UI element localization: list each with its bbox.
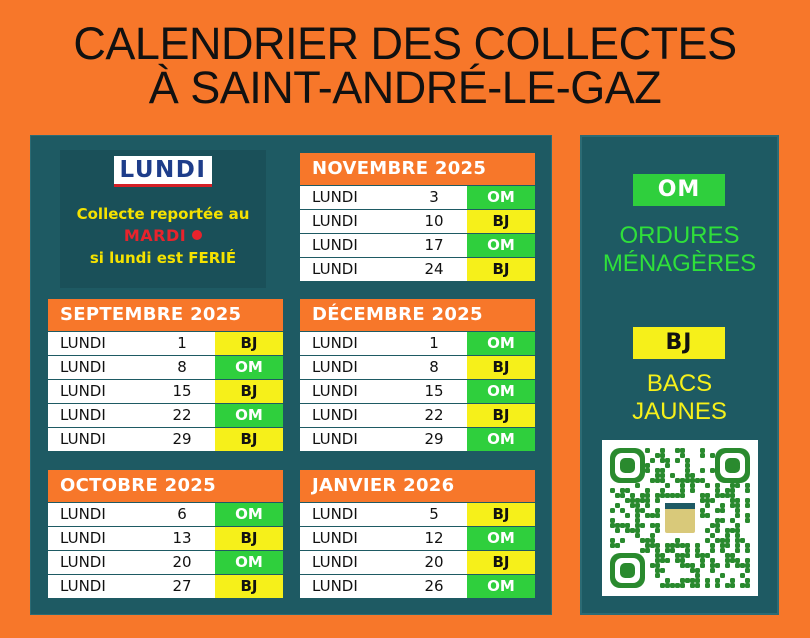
om-label — [580, 222, 779, 278]
row-date: 13 — [172, 529, 192, 547]
bj-tag: BJ — [215, 575, 283, 598]
row-date: 3 — [429, 188, 439, 206]
table-row — [300, 210, 535, 233]
om-badge: OM — [633, 174, 725, 206]
month-table-octobre — [48, 470, 283, 598]
table-row — [300, 503, 535, 526]
row-day: LUNDI — [60, 577, 106, 595]
row-date: 22 — [172, 406, 192, 424]
row-date: 29 — [424, 430, 444, 448]
table-row — [48, 356, 283, 379]
table-row — [300, 356, 535, 379]
row-day: LUNDI — [60, 382, 106, 400]
row-date: 15 — [172, 382, 192, 400]
bj-label-line-2: JAUNES — [632, 398, 727, 425]
row-date: 8 — [429, 358, 439, 376]
row-day: LUNDI — [312, 212, 358, 230]
month-table-decembre — [300, 299, 535, 451]
bj-tag: BJ — [467, 356, 535, 379]
row-day: LUNDI — [60, 553, 106, 571]
om-tag: OM — [467, 527, 535, 550]
om-tag: OM — [215, 404, 283, 427]
row-day: LUNDI — [312, 334, 358, 352]
row-day: LUNDI — [60, 430, 106, 448]
bj-tag: BJ — [215, 428, 283, 451]
row-day: LUNDI — [312, 188, 358, 206]
bj-label-line-1: BACS — [646, 370, 713, 397]
row-day: LUNDI — [312, 529, 358, 547]
om-tag: OM — [467, 186, 535, 209]
row-day: LUNDI — [312, 577, 358, 595]
table-row — [300, 332, 535, 355]
row-day: LUNDI — [60, 529, 106, 547]
table-row — [300, 404, 535, 427]
table-row — [48, 332, 283, 355]
row-day: LUNDI — [312, 553, 358, 571]
bj-tag: BJ — [467, 503, 535, 526]
row-day: LUNDI — [312, 430, 358, 448]
bj-tag: BJ — [467, 404, 535, 427]
notice-line-1: Collecte reportée au — [76, 205, 250, 223]
om-tag: OM — [467, 234, 535, 257]
bj-label — [580, 370, 779, 426]
qr-code-icon[interactable] — [602, 440, 758, 596]
month-table-novembre — [300, 153, 535, 281]
row-date: 5 — [429, 505, 439, 523]
table-row — [300, 551, 535, 574]
row-day: LUNDI — [312, 505, 358, 523]
table-row — [300, 527, 535, 550]
row-date: 24 — [424, 260, 444, 278]
month-header: NOVEMBRE 2025 — [300, 153, 535, 185]
title-line-1: CALENDRIER DES COLLECTES — [73, 18, 737, 69]
row-date: 20 — [424, 553, 444, 571]
table-row — [48, 428, 283, 451]
row-day: LUNDI — [60, 406, 106, 424]
month-table-septembre — [48, 299, 283, 451]
om-label-line-1: ORDURES — [619, 222, 740, 249]
row-date: 1 — [177, 334, 187, 352]
row-date: 15 — [424, 382, 444, 400]
row-date: 6 — [177, 505, 187, 523]
row-date: 8 — [177, 358, 187, 376]
table-row — [300, 258, 535, 281]
table-row — [48, 527, 283, 550]
om-tag: OM — [467, 332, 535, 355]
table-row — [48, 551, 283, 574]
row-date: 20 — [172, 553, 192, 571]
row-date: 10 — [424, 212, 444, 230]
bj-tag: BJ — [467, 258, 535, 281]
red-dot-icon — [192, 230, 202, 240]
row-day: LUNDI — [60, 505, 106, 523]
row-date: 22 — [424, 406, 444, 424]
bj-tag: BJ — [467, 551, 535, 574]
bj-tag: BJ — [215, 332, 283, 355]
om-tag: OM — [215, 356, 283, 379]
table-row — [300, 380, 535, 403]
row-day: LUNDI — [312, 382, 358, 400]
table-row — [48, 503, 283, 526]
page-title — [0, 18, 810, 113]
lundi-badge: LUNDI — [114, 156, 213, 187]
table-row — [48, 380, 283, 403]
bj-tag: BJ — [467, 210, 535, 233]
qr-code-graphic — [602, 440, 758, 596]
month-header: SEPTEMBRE 2025 — [48, 299, 283, 331]
om-tag: OM — [467, 380, 535, 403]
table-row — [300, 428, 535, 451]
om-label-line-2: MÉNAGÈRES — [602, 250, 757, 277]
bj-tag: BJ — [215, 380, 283, 403]
month-header: DÉCEMBRE 2025 — [300, 299, 535, 331]
row-day: LUNDI — [312, 406, 358, 424]
row-date: 27 — [172, 577, 192, 595]
postponement-notice — [60, 150, 266, 288]
row-day: LUNDI — [60, 358, 106, 376]
title-line-2: À SAINT-ANDRÉ-LE-GAZ — [148, 62, 662, 113]
bj-badge: BJ — [633, 327, 725, 359]
mardi-label: MARDI — [123, 226, 187, 245]
month-table-janvier — [300, 470, 535, 598]
month-header: OCTOBRE 2025 — [48, 470, 283, 502]
row-day: LUNDI — [312, 260, 358, 278]
row-date: 29 — [172, 430, 192, 448]
table-row — [300, 234, 535, 257]
row-date: 12 — [424, 529, 444, 547]
om-tag: OM — [215, 503, 283, 526]
month-header: JANVIER 2026 — [300, 470, 535, 502]
table-row — [300, 575, 535, 598]
row-day: LUNDI — [312, 236, 358, 254]
table-row — [300, 186, 535, 209]
om-tag: OM — [467, 428, 535, 451]
row-date: 26 — [424, 577, 444, 595]
table-row — [48, 404, 283, 427]
row-date: 17 — [424, 236, 444, 254]
om-tag: OM — [467, 575, 535, 598]
notice-line-3: si lundi est FERIÉ — [89, 249, 237, 267]
row-day: LUNDI — [312, 358, 358, 376]
table-row — [48, 575, 283, 598]
notice-line-2 — [60, 225, 266, 247]
om-tag: OM — [215, 551, 283, 574]
row-date: 1 — [429, 334, 439, 352]
row-day: LUNDI — [60, 334, 106, 352]
bj-tag: BJ — [215, 527, 283, 550]
